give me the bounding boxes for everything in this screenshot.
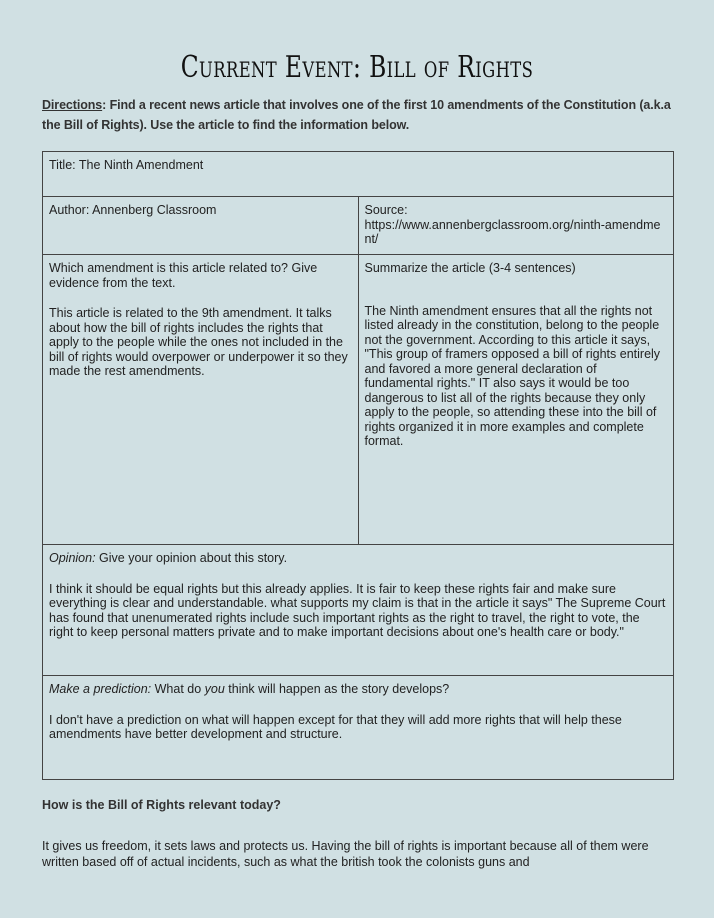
summary-question: Summarize the article (3-4 sentences) <box>364 261 576 275</box>
amendment-question: Which amendment is this article related to? Give evidence from the text. <box>49 261 318 290</box>
title-row <box>43 152 674 197</box>
prediction-prompt-a: What do <box>151 682 205 696</box>
article-author: Author: Annenberg Classroom <box>49 203 217 217</box>
author-cell[interactable] <box>43 197 359 255</box>
source-cell[interactable] <box>358 197 674 255</box>
analysis-row <box>43 255 674 545</box>
directions-text: : Find a recent news article that involves one of the first 10 amendments of the Constitution (a.k.a the Bill of Rights). Use the article to find the information below. <box>42 98 671 132</box>
amendment-answer: This article is related to the 9th amendment. It talks about how the bill of rights includes the rights that apply to the people while the ones not included in the bill of rights would overpower or underpower it so they made the rest amendments. <box>49 306 348 378</box>
worksheet-table <box>42 151 674 780</box>
prediction-cell[interactable] <box>43 676 674 780</box>
relevance-heading: How is the Bill of Rights relevant today? <box>42 798 281 812</box>
amendment-cell[interactable] <box>43 255 359 545</box>
prediction-prompt-you: you <box>204 682 225 696</box>
prediction-row <box>43 676 674 780</box>
summary-cell[interactable] <box>358 255 674 545</box>
opinion-label: Opinion: <box>49 551 96 565</box>
page-title: Current Event: Bill of Rights <box>180 50 534 85</box>
opinion-row <box>43 545 674 676</box>
author-source-row <box>43 197 674 255</box>
summary-answer: The Ninth amendment ensures that all the rights not listed already in the constitution, belong to the people not the government. According to this article it says, "This group of framers opposed a bill of rights entirely and favored a more general declaration of fundamental rights." IT also says it would be too dangerous to list all of the rights because they only apply to the people, so attending these into the bill of rights organized it in more examples and complete format. <box>364 303 661 448</box>
directions-label: Directions <box>42 98 103 112</box>
opinion-prompt-line <box>49 551 667 566</box>
source-label: Source: <box>364 203 408 217</box>
title-cell[interactable] <box>43 152 674 197</box>
prediction-prompt-b: think will happen as the story develops? <box>224 682 450 696</box>
opinion-cell[interactable] <box>43 545 674 676</box>
opinion-answer: I think it should be equal rights but this already applies. It is fair to keep these rights fair and make sure everything is clear and understandable. what supports my claim is that in the article it says" The Supreme Court has found that unenumerated rights include such important rights as the right to travel, the right to vote, the right to keep personal matters private and to make important decisions about one's health care or body." <box>49 581 666 639</box>
source-url: https://www.annenbergclassroom.org/ninth-amendment/ <box>364 217 661 246</box>
prediction-prompt-line <box>49 682 667 697</box>
opinion-prompt: Give your opinion about this story. <box>95 551 288 565</box>
prediction-label: Make a prediction: <box>49 682 152 696</box>
directions <box>42 95 676 135</box>
prediction-answer: I don't have a prediction on what will happen except for that they will add more rights that will help these amendments have better development and structure. <box>49 712 622 741</box>
relevance-answer[interactable]: It gives us freedom, it sets laws and protects us. Having the bill of rights is important because all of them were written based off of actual incidents, such as what the british took the colonists guns and <box>42 839 649 869</box>
article-title: Title: The Ninth Amendment <box>49 158 204 172</box>
